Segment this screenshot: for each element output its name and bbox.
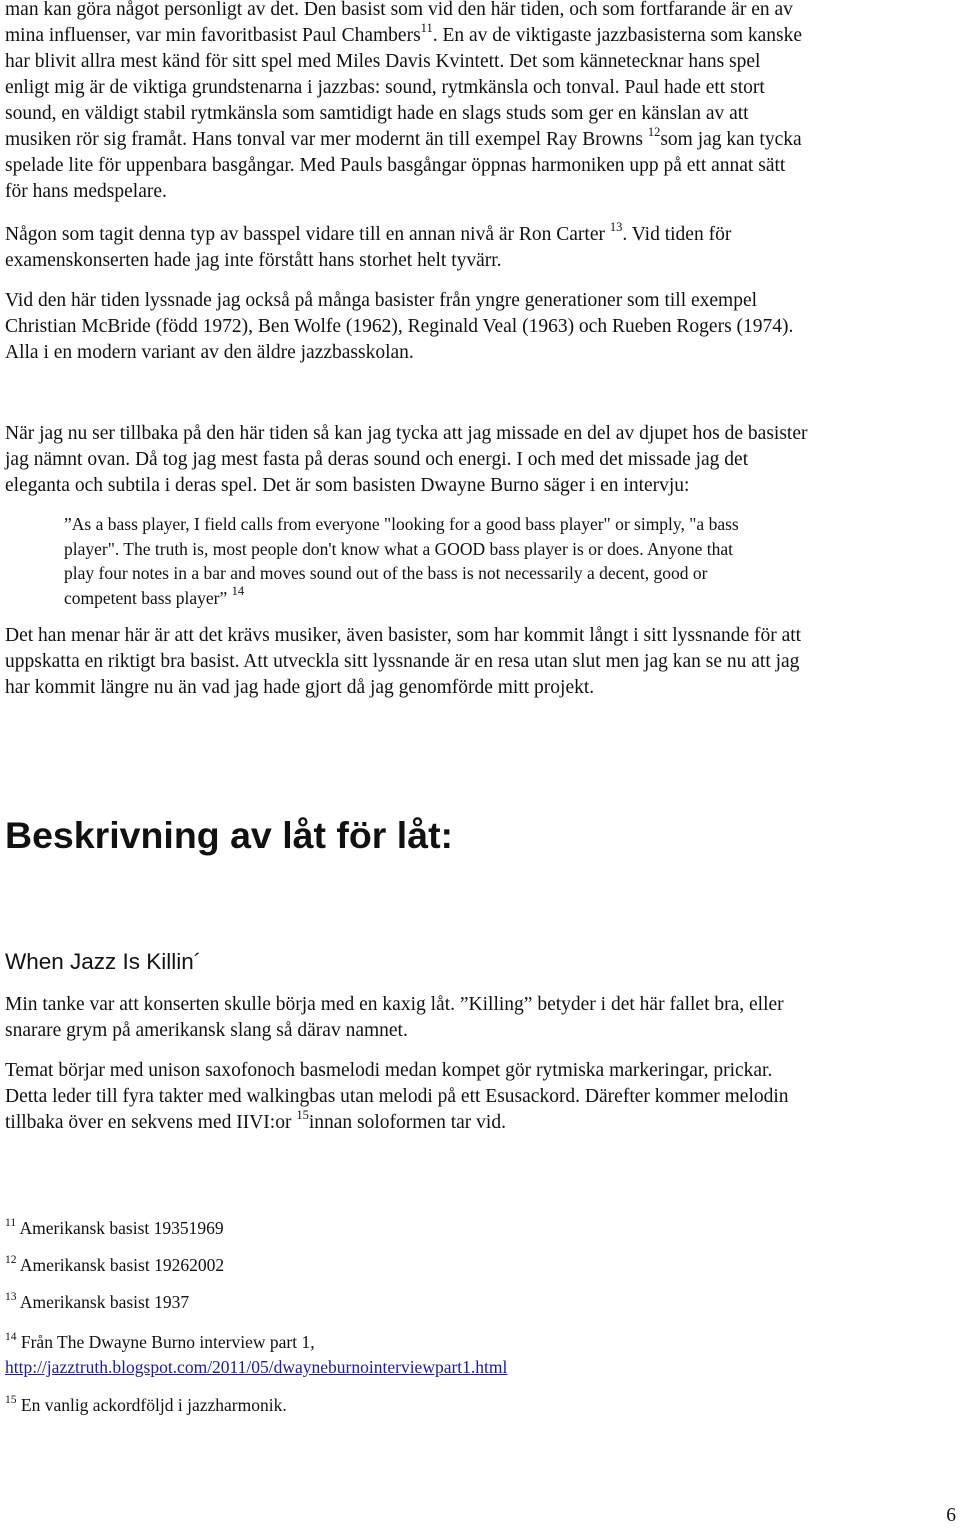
footnote-14-link-line — [5, 1355, 507, 1379]
paragraph-looking-back: När jag nu ser tillbaka på den här tiden så kan jag tycka att jag missade en del av djupet hos de basister jag nämnt ovan. Då tog jag mest fasta på deras sound och energi. I och med det missade jag det eleganta och subtila i deras spel. Det är som basisten Dwayne Burno säger i en intervju: — [5, 423, 808, 496]
footnote-11: $^{11}$ Amerikansk basist 19351969 — [5, 1217, 224, 1238]
footnote-ref-14[interactable]: 14 — [231, 584, 245, 599]
footnote-15: $^{15}$ En vanlig ackordföljd i jazzharmonik. — [5, 1394, 287, 1415]
paragraph-paul-chambers: man kan göra något personligt av det. Den basist som vid den här tiden, och som fortfarande är en av mina influenser, var min favoritbasist Paul Chambers$^{11}$. En av de viktigaste jazzbasisterna som kanske har blivit allra mest känd för sitt spel med Miles Davis Kvintett. Det som kännetecknar hans spel enligt mig är de viktiga grundstenarna i jazzbas: sound, rytmkänsla och tonval. Paul hade ett stort sound, en väldigt stabil rytmkänsla som samtidigt hade en slags studs som ger en känslan av att musiken rör sig framåt. Hans tonval var mer modernt än till exempel Ray Browns $^{12}$som jag kan tycka spelade lite för uppenbara basgångar. Med Pauls basgångar öppnas harmoniken upp på ett annat sätt för hans medspelare. — [5, 0, 803, 202]
footnote-12: $^{12}$ Amerikansk basist 19262002 — [5, 1254, 225, 1275]
footnote-ref-12[interactable]: 12 — [647, 125, 661, 139]
block-quote-dwayne-burno: ”As a bass player, I field calls from everyone "looking for a good bass player" or simply, "a bass player". The truth is, most people don't know what a GOOD bass player is or does. Anyone that play four notes in a bar and moves sound out of the bass is not necessarily a decent, good or competent bass player” $^{14}$ — [64, 514, 739, 609]
page-number: 6 — [946, 1505, 956, 1526]
footnote-13: $^{13}$ Amerikansk basist 1937 — [5, 1291, 190, 1312]
footnote-ref-15[interactable]: 15 — [296, 1108, 309, 1122]
song-title-heading: When Jazz Is Killin´ — [5, 949, 202, 974]
footnote-14: $^{14}$ Från The Dwayne Burno interview part 1, — [5, 1331, 315, 1352]
paragraph-listening: Det han menar här är att det krävs musiker, även basister, som har kommit långt i sitt lyssnande för att uppskatta en riktigt bra basist. Att utveckla sitt lyssnande är en resa utan slut men jag kan se nu att jag har kommit längre nu än vad jag hade gjort då jag genomförde mitt projekt. — [5, 625, 802, 698]
section-heading: Beskrivning av låt för låt: — [5, 814, 454, 856]
paragraph-concert-opening: Min tanke var att konserten skulle börja med en kaxig låt. ”Killing” betyder i det här fallet bra, eller snarare grym på amerikansk slang så därav namnet. — [5, 994, 784, 1041]
footnote-ref-13[interactable]: 13 — [609, 220, 623, 234]
footnote-14-link[interactable]: http://jazztruth.blogspot.com/2011/05/dwayneburnointerviewpart1.html — [5, 1357, 508, 1377]
paragraph-younger-bassists: Vid den här tiden lyssnade jag också på många basister från yngre generationer som till exempel Christian McBride (född 1972), Ben Wolfe (1962), Reginald Veal (1963) och Rueben Rogers (1974). Alla i en modern variant av den äldre jazzbasskolan. — [5, 290, 794, 363]
footnote-ref-11[interactable]: 11 — [420, 21, 433, 35]
paragraph-theme-description: Temat börjar med unison saxofonoch basmelodi medan kompet gör rytmiska markeringar, prickar. Detta leder till fyra takter med walkingbas utan melodi på ett Esusackord. Därefter kommer melodin tillbaka över en sekvens med IIVI:or $^{15}$innan soloformen tar vid. — [5, 1060, 789, 1133]
paragraph-ron-carter: Någon som tagit denna typ av basspel vidare till en annan nivå är Ron Carter $^{13}$. Vid tiden för examenskonserten hade jag inte förstått hans storhet helt tyvärr. — [5, 220, 732, 271]
